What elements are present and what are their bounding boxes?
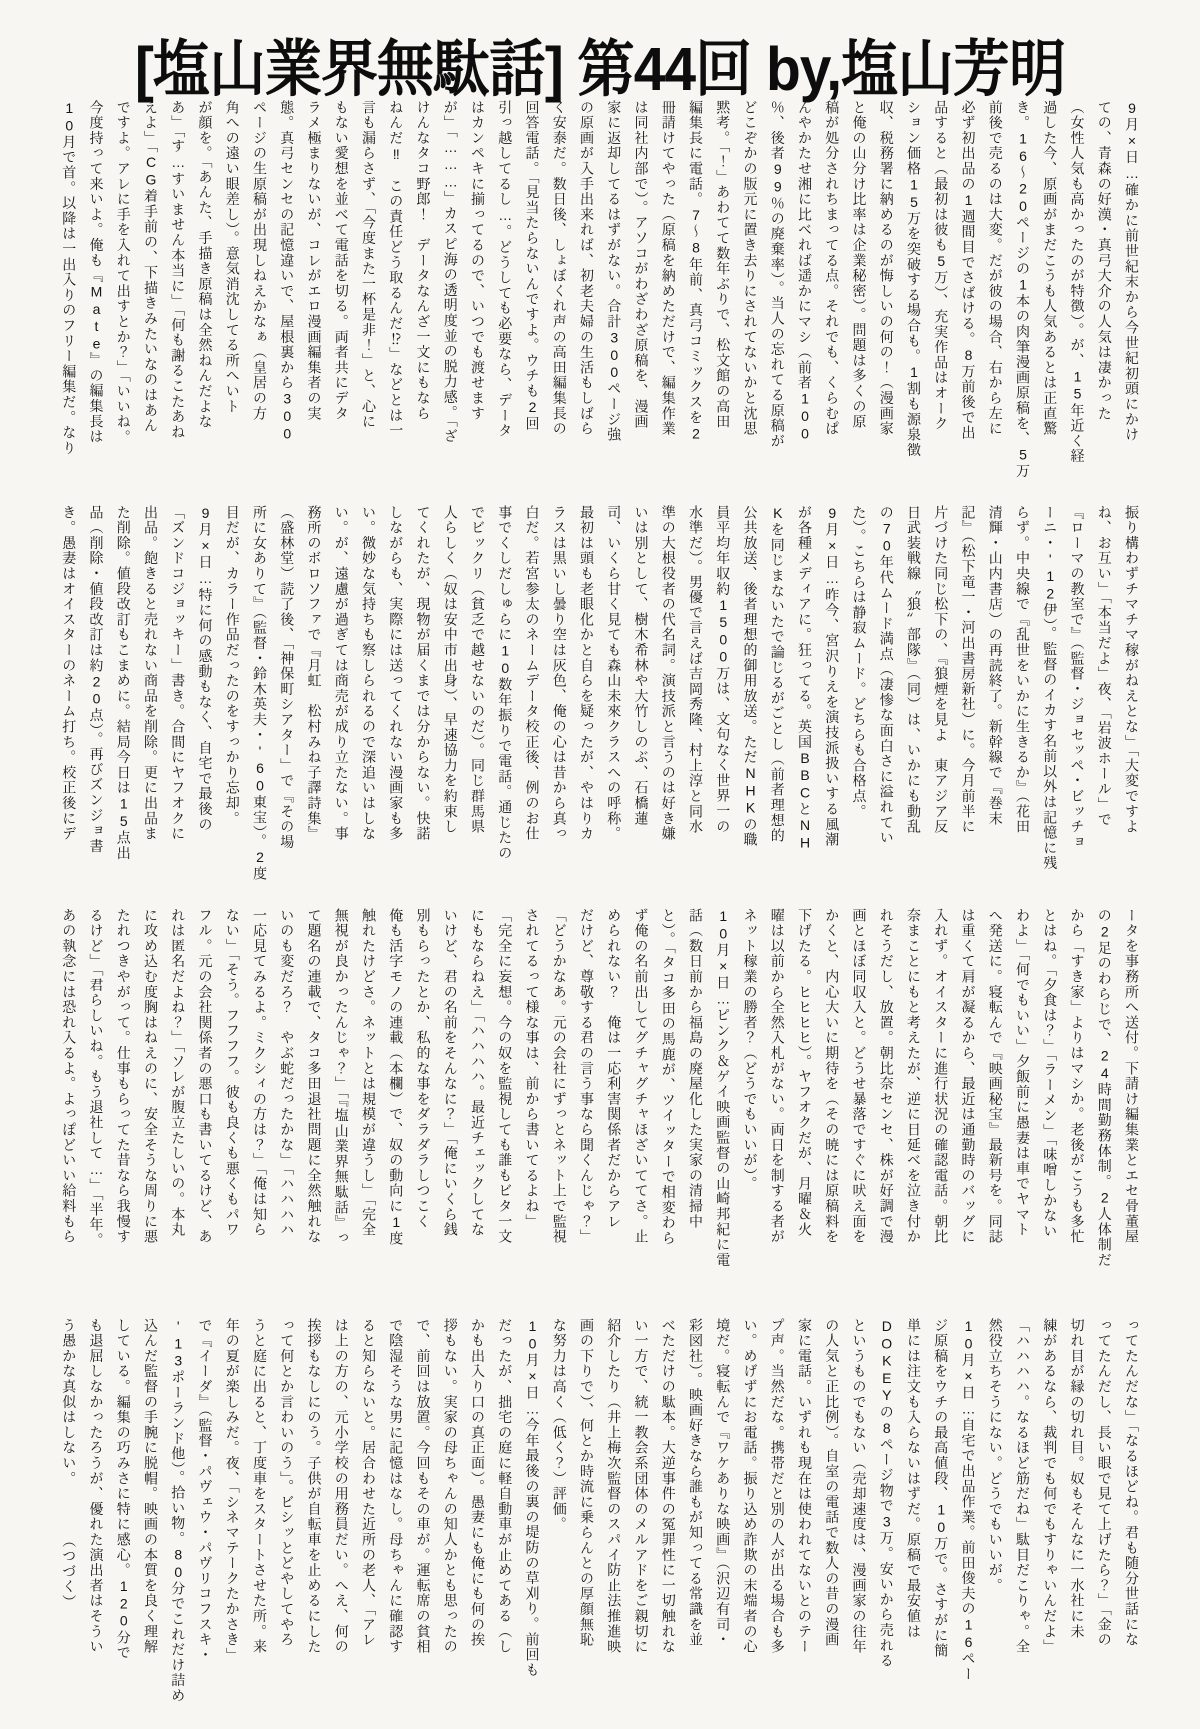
text-band-3 (55, 908, 1145, 1290)
text-column: 曜は以前から全然入札がない。両日を制する者が (769, 908, 786, 1245)
text-column: が」「………」カスピ海の透明度並の脱力感。「ざ (442, 100, 459, 444)
text-column: ータを事務所へ送付。下請け編集業とエセ骨董屋 (1124, 908, 1140, 1245)
text-column: たれつきやがって。仕事もらってた昔なら我慢す (115, 908, 132, 1245)
text-column: に攻め込む度胸はねえのに、安全そうな周りに悪 (143, 908, 159, 1245)
text-column: えよ」「CG着手前の、下描きみたいなのはあん (143, 100, 159, 434)
text-column: ってたんだし、長い眼で見て上げたら？」「金の (1096, 1318, 1113, 1648)
text-column: とはね。「夕食は？」「ラーメン」「味噌しかない (1042, 908, 1059, 1239)
text-column: で、前回は放置。今回もその車が。運転席の貧相 (415, 1318, 432, 1655)
text-column: 紹介したり（井上梅次監督のスパイ防止法推進映 (606, 1318, 623, 1655)
text-column: 挨拶もなしにのう。子供が自転車を止めるにした (306, 1318, 323, 1655)
text-column: 「完全に妄想。今の奴を監視しても誰もビタ一文 (497, 908, 514, 1245)
text-column: と）。「タコ多田の馬鹿が、ツイッターで相変わら (660, 908, 677, 1246)
text-column: 9月×日…確かに前世紀末から今世紀初頭にかけ (1124, 100, 1140, 443)
text-column: 9月×日…特に何の感動もなく、自宅で最後の (197, 505, 214, 833)
text-column: は同社内部で）。アソコがわざわざ原稿を、漫画 (633, 100, 650, 430)
text-column: 品（削除・値段改訂は約20点）。再びズンジョ書 (88, 505, 105, 854)
text-column: ション価格15万を突破する場合も。1割も源泉徴 (906, 100, 922, 458)
text-column: で『イーダ』（監督・パヴェウ・パヴリコフスキ・ (197, 1318, 214, 1663)
text-column: な努力は高く（低く？）評価。 (551, 1318, 568, 1533)
text-column: ラメ極まりないが、コレがエロ漫画編集者の実 (306, 100, 323, 422)
text-column: DOKEYの8ページ物で3万。安いから売れる (878, 1318, 895, 1669)
text-column: かくと、内心大いに期待を（その暁には原稿料を (824, 908, 841, 1245)
text-column: けんなタコ野郎！ データなんざ一文にもなら (415, 100, 432, 422)
text-column: いのも変だろ？ やぶ蛇だったかな」「ハハハハ (279, 908, 296, 1238)
text-column: う愚かな真似はしない。 （つづく） (61, 1318, 78, 1610)
text-column: 単には注文も入らないはずだ。原稿で最安値は (906, 1318, 922, 1640)
text-column: 「ズンドコジョッキー」書き。合間にヤフオクに (170, 505, 187, 842)
text-column: 人らしく（奴は安中市出身）、早速協力を約束し (442, 505, 459, 835)
text-column: い。めげずにお電話。振り込め詐欺の末端者の心 (742, 1318, 759, 1655)
text-column: 前後で売るのは大変。だが彼の場合、右から左に (987, 100, 1004, 437)
text-column: 年の夏が楽しみだ。夜、「シネマテークたかさき」 (224, 1318, 241, 1663)
text-column: 水準だ）。男優で言えば吉岡秀隆、村上淳と同水 (688, 505, 704, 835)
text-column: 一応見てみるよ。ミクシィの方は？」「俺は知ら (252, 908, 268, 1238)
text-column: ラスは黒いし曇り空は灰色、俺の心は昔から真っ (551, 505, 568, 842)
text-column: だったが、拙宅の庭に軽自動車が止めてある（し (497, 1318, 514, 1655)
text-column: ねんだ‼ この責任どう取るんだ⁉」などとは一 (388, 100, 405, 439)
text-column: 態。真弓センセの記憶違いで、屋根裏から300 (279, 100, 296, 443)
text-column: 稿が処分されちまってる点。それでも、くらむぱ (824, 100, 841, 437)
text-column: 必ず初出品の1週間目でさばける。8万前後で出 (960, 100, 977, 441)
text-column: 準の大根役者の代名詞。演技派と言うのは好き嫌 (660, 505, 677, 842)
text-column: フル。元の会社関係者の悪口も書いてるけど、あ (197, 908, 214, 1245)
text-column: 記』（松下竜一・河出書房新社）に。今月前半に (960, 505, 977, 835)
text-column: た削除。値段改訂もこまめに。結局今日は15点出 (115, 505, 132, 861)
text-column: が顔を。「あんた、手描き原稿は全然ねんだよな (197, 100, 214, 430)
text-column: 白だ。若宮参太のネームデータ校正後、例のお仕 (524, 505, 541, 842)
text-band-2 (55, 505, 1145, 882)
text-column: かも出入り口の真正面）。愚妻にも俺にも何の挨 (470, 1318, 486, 1648)
text-column: 清輝・山内書店）の再読終了。新幹線で『巻末 (987, 505, 1004, 827)
text-column: されてるって様な事は、前から書いてるよね」 (524, 908, 541, 1230)
text-column: 司、いくら甘く見ても森山未來クラスへの呼称。 (606, 505, 623, 842)
text-column: 日武装戦線〝狼〟部隊』（同）は、いかにも動乱 (906, 505, 922, 835)
text-column: で陰湿そうな男に記憶はなし。母ちゃんに確認す (388, 1318, 405, 1655)
text-column: 務所のボロソファで『月虹 松村みね子譯詩集』 (306, 505, 323, 842)
text-column: ネット稼業の勝者？（どうでもいいが）。 (742, 908, 759, 1192)
text-column: どこぞかの版元に置き去りにされてないかと沈思 (742, 100, 759, 437)
text-column: ％、後者99％の廃棄率）。当人の忘れてる原稿が (769, 100, 786, 449)
text-column: れそうだし、放置。朝比奈センセ、株が好調で漫 (878, 908, 895, 1245)
text-column: は重くて肩が凝るから、最近は通勤時のバッグに (960, 908, 977, 1245)
text-column: 「どうかなあ。元の会社にずっとネット上で監視 (551, 908, 568, 1245)
text-column: 出品。飽きると売れない商品を削除。更に出品ま (143, 505, 159, 842)
text-column: って何とか言わいのう」。ビシッとどやしてやろ (279, 1318, 296, 1648)
text-column: 員平均年収約1500万は、文句なく世界一の (715, 505, 732, 835)
text-column: ね、お互い」「本当だよ」夜、「岩波ホール」で (1096, 505, 1113, 828)
text-column: にもならねえ」「ハハハハ。最近チェックしてな (470, 908, 486, 1238)
text-column: 編集長に電話。7〜8年前、真弓コミックスを2 (688, 100, 704, 443)
text-column: もない愛想を並べて電話を切る。両者共にデタ (333, 100, 350, 422)
text-column: らず。中央線で『乱世をいかに生きるか』（花田 (1015, 505, 1031, 835)
text-column: 然役立ちそうにない。どうでもいいが。 (987, 1318, 1004, 1594)
text-column: 俺も活字モノの連載（本欄）で、奴の動向に1度 (388, 908, 405, 1247)
text-column: い。が、遠慮が過ぎては商売が成り立たない。事 (333, 505, 350, 842)
text-column: 入れず。オイスターに進行状況の確認電話。朝比 (933, 908, 950, 1245)
text-column: の原画が入手出来れば、初老夫婦の生活もしばら (579, 100, 595, 437)
text-column: 「ハハハハ。なるほど筋だね」駄目だこりゃ。全 (1015, 1318, 1031, 1655)
text-column: が各種メディアに。狂ってる。英国BBCとNH (797, 505, 813, 852)
text-column: た）。こちらは静寂ムード。どちらも合格点。 (851, 505, 868, 820)
text-column: 切れ目が縁の切れ目。奴もそんなに一水社に未 (1069, 1318, 1086, 1640)
text-column: 10月×日…ピンク＆ゲイ映画監督の山崎邦紀に電 (715, 908, 732, 1268)
text-column: ジ原稿をウチの最高値段、10万で。さすがに簡 (933, 1318, 950, 1659)
text-column: 収、税務署に納めるのが悔しいの何の！（漫画家 (878, 100, 895, 437)
text-column: 回答電話。「見当たらないんですよ。ウチも2回 (524, 100, 541, 432)
text-column: 練があるなら、裁判でも何でもすりゃいんだよ」 (1042, 1318, 1059, 1655)
text-column: められない？ 俺は一応利害関係者だからアレ (606, 908, 623, 1230)
text-column: 事でくしだしゅらに10数年振りで電話。通じたの (497, 505, 514, 861)
text-column: るけど」「君らしいね。もう退社して…」「半年。 (88, 908, 105, 1248)
text-column: き。16〜20ページの1本の肉筆漫画原稿を、5万 (1015, 100, 1031, 480)
text-column: 家に電話。いずれも現在は使われてないとのテー (797, 1318, 813, 1655)
text-column: というものでもない（売却速度は、漫画家の往年 (851, 1318, 868, 1655)
text-column: ての、青森の好漢・真弓大介の人気は凄かった (1096, 100, 1113, 422)
text-column: 冊請けてやった（原稿を納めただけで、編集作業 (660, 100, 677, 437)
text-column: ってたんだな」「なるほどね。君も随分世話にな (1124, 1318, 1140, 1648)
text-column: て題名の連載で、タコ多田退社問題に全然触れな (306, 908, 323, 1245)
text-column: 10月で首。以降は一出入りのフリー編集だ。なり (61, 100, 78, 456)
text-column: （盛林堂）読了後、「神保町シアター」で『その場 (279, 505, 296, 850)
text-column: んやかたせ湘に比べれば遥かにマシ（前者100 (797, 100, 813, 443)
text-column: 公共放送、後者理想的御用放送。ただNHKの職 (742, 505, 759, 848)
text-column: （女性人気も高かったのが特徴）。が、15年近く経 (1069, 100, 1086, 465)
text-band-1 (55, 100, 1145, 480)
text-column: ず俺の名前出してグチャグチャほざいててさ。止 (633, 908, 650, 1245)
text-band-4 (55, 1318, 1145, 1706)
text-column: い一方で、統一教会系団体のメルアドをご親切に (633, 1318, 650, 1655)
text-column: も退屈しなかったろうが、優れた演出者はそうい (88, 1318, 105, 1655)
text-column: 画とほぼ同収入と。どうせ暴落ですぐに吠え面を (851, 908, 868, 1245)
text-column: はカンペキに揃ってるので、いつでも渡せます (470, 100, 486, 422)
text-column: ると知らないと。居合わせた近所の老人、「アレ (361, 1318, 377, 1648)
text-column: 角への遠い眼差し）。意気消沈してる所へいト (224, 100, 241, 415)
text-column: 今度持って来いよ。俺も『Mate』の編集長は (88, 100, 105, 445)
text-column: 過した今、原画がまだこうも人気あるとは正直驚 (1042, 100, 1059, 437)
text-column: '13ポーランド他）。拾い物。80分でこれだけ詰め (170, 1318, 187, 1704)
text-column: べただけの駄本。大逆事件の冤罪性に一切触れな (660, 1318, 677, 1655)
text-column: プ声。当然だな。携帯だと別の人が出る場合も多 (769, 1318, 786, 1655)
article-title: [塩山業界無駄話] 第44回 by,塩山芳明 (134, 35, 1066, 105)
text-column: 所に女ありて』（監督・鈴木英夫・'60東宝）。2度 (252, 505, 268, 882)
text-column: い。微妙な気持ちも察しられるので深追いはしな (361, 505, 377, 842)
text-column: き。愚妻はオイスターのネーム打ち。校正後にデ (61, 505, 78, 842)
text-column: うと庭に出ると、丁度車をスタートさせた所。来 (252, 1318, 268, 1655)
text-column: だけど、尊敬する君の言う事なら聞くんじゃ？」 (579, 908, 595, 1245)
text-column: ページの生原稿が出現しねえかなぁ（皇居の方 (252, 100, 268, 422)
text-column: 品すると（最初は彼も5万）、充実作品はオーク (933, 100, 950, 432)
text-column: 引っ越してるし…。どうしても必要なら、データ (497, 100, 514, 439)
text-column: あ」「す…すいません本当に」「何も謝るこたあね (170, 100, 187, 440)
text-column: 彩図社）。映画好きなら誰もが知ってる常識を並 (688, 1318, 704, 1648)
text-column: しながらも、実際には送ってくれない漫画家も多 (388, 505, 405, 842)
text-column: の人気と正比例）。自室の電話で数人の昔の漫画 (824, 1318, 841, 1648)
text-column: 別もらったとか、私的な事をダラダラしつこく (415, 908, 432, 1230)
text-column: 下げたる。ヒヒヒヒ）。ヤフオクだが、月曜＆火 (797, 908, 813, 1238)
text-column: 家に返却してるはずがない。合計300ページ強 (606, 100, 623, 443)
text-column: 拶もない。実家の母ちゃんの知人かとも思ったの (442, 1318, 459, 1655)
text-column: 9月×日…昨今、宮沢りえを演技派扱いする風潮 (824, 505, 841, 848)
text-column: から「すき家」よりはマシか。老後がこうも多忙 (1069, 908, 1086, 1245)
text-column: ない」「そう。フフフフ。彼も良くも悪くもパワ (224, 908, 241, 1238)
text-column: 最初は頭も老眼化かと自らを疑ったが、やはりカ (579, 505, 595, 842)
text-column: 10月×日…自宅で出品作業。前田俊夫の16ペー (960, 1318, 977, 1682)
text-column: している。編集の巧みさに特に感心。120分で (115, 1318, 132, 1661)
text-column: ーニ・'12伊）。監督のイカす名前以外は記憶に残 (1042, 505, 1059, 872)
text-column: 言も漏らさず、「今度また一杯是非！」と、心に (361, 100, 377, 430)
text-column: は上の方の、元小学校の用務員だい。へえ、何の (333, 1318, 350, 1655)
text-column: 片づけた同じ松下の、『狼煙を見よ 東アジア反 (933, 505, 950, 835)
text-column: でビックリ（貧乏で越せないのだ）。同じ群馬県 (470, 505, 486, 835)
text-column: 触れたけどさ。ネットとは規模が違うし」「完全 (361, 908, 377, 1238)
text-column: 無視が良かったんじゃ？」「『塩山業界無駄話』っ (333, 908, 350, 1246)
text-column: 込んだ監督の手腕に脱帽。映画の本質を良く理解 (143, 1318, 159, 1655)
text-column: く安泰だ。数日後、しょぼくれ声の高田編集長の (551, 100, 568, 437)
text-column: Kを同じまないたで論じるがごとし（前者理想的 (769, 505, 786, 844)
text-column: の2足のわらじで、24時間勤務体制。2人体制だ (1096, 908, 1113, 1268)
text-column: ですよ。アレに手を入れて出すとか？」「いいね。 (115, 100, 132, 445)
text-column: 振り構わずチマチマ稼がねえとな」「大変ですよ (1124, 505, 1140, 835)
text-column: 画の下りで）、何とか時流に乗らんとの厚顔無恥 (579, 1318, 595, 1648)
text-column: と俺の山分け比率は企業秘密）。問題は多くの原 (851, 100, 868, 430)
text-column: 奈まことにもと考えたが、逆に日延べを泣き付か (906, 908, 922, 1245)
text-column: てくれたが、現物が届くまでは分からない。快諾 (415, 505, 432, 842)
text-column: わよ」「何でもいい」夕飯前に愚妻は車でヤマト (1015, 908, 1031, 1238)
text-column: 黙考。「！」あわてて数年ぶりで、松文館の高田 (715, 100, 732, 430)
text-column: 目だが、カラー作品だったのをすっかり忘却。 (224, 505, 241, 827)
text-column: あの執念には恐れ入るよ。よっぽどいい給料もら (61, 908, 78, 1245)
text-column: 『ローマの教室で』（監督・ジョセッペ・ビッチョ (1069, 505, 1086, 850)
text-column: 境だ。寝転んで『ワケありな映画』（沢辺有司・ (715, 1318, 732, 1648)
text-column: れは匿名だよね？」「ソレが腹立たしいの。本丸 (170, 908, 187, 1238)
text-column: の70年代ムード満点（凄惨な面白さに溢れてい (878, 505, 895, 846)
text-column: 話（数日前から福島の廃屋化した実家の清掃中 (688, 908, 704, 1230)
text-column: いは別として、樹木希林や大竹しのぶ、石橋蓮 (633, 505, 650, 827)
text-column: へ発送に。寝転んで『映画秘宝』最新号を。同誌 (987, 908, 1004, 1245)
text-column: いけど、君の名前をそんなに？」「俺にいくら銭 (442, 908, 459, 1238)
text-column: 10月×日…今年最後の裏の堤防の草刈り。前回も (524, 1318, 541, 1678)
